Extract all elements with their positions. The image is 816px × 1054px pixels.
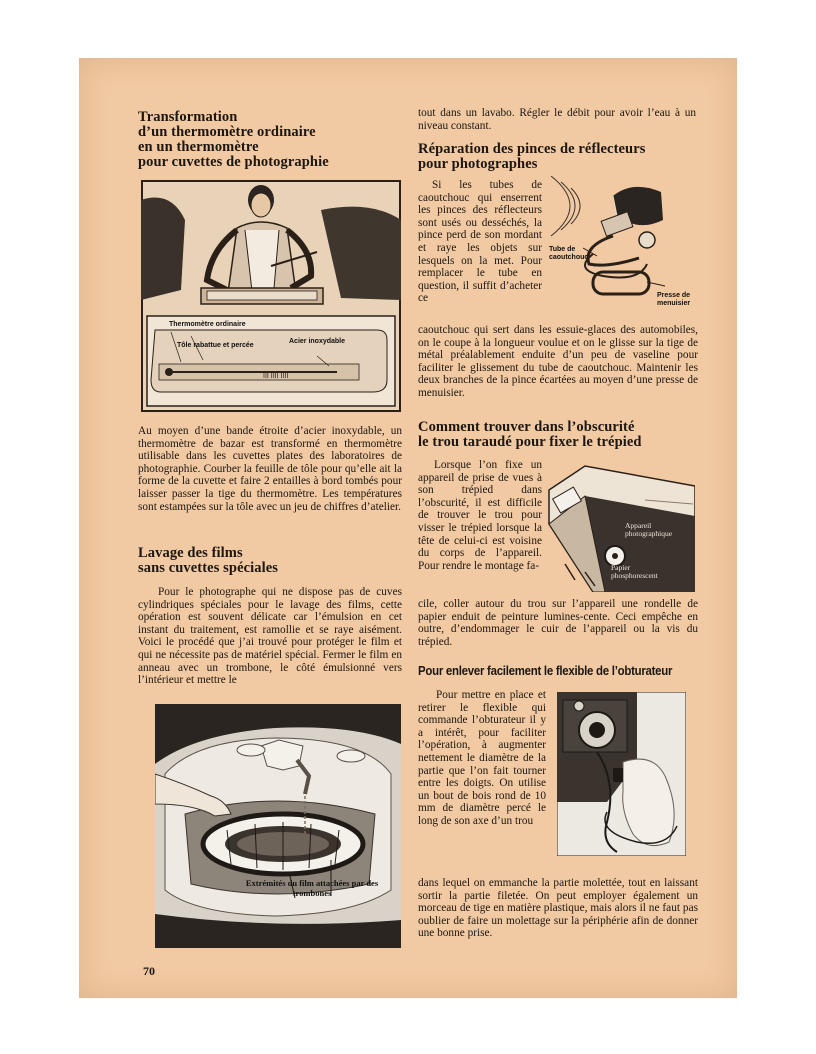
page-number: 70 [143,964,155,978]
label-thermometer: Thermomètre ordinaire [169,321,246,328]
shutter-cable-photo [557,692,686,856]
article-title-thermometer: Transformation d’un thermomètre ordinaire en un thermomètre pour cuvettes de photographie [138,109,329,170]
article-title-shutter-cable: Pour enlever facilement le flexible de l’obturateur [418,663,673,678]
svg-text:III IIII IIII: III IIII IIII [263,373,289,380]
article-body-tripod-hole-wrap: Lorsque l’on fixe un appareil de prise de vues à son trépied dans l’obscurité, il est difficile de trouver le trou pour visser le trépied lorsque la tête de celui-ci est voisine du corps de l’appareil. Pour rendre le montage fa- [418,459,542,572]
label-joiner-clamp: Presse de menuisier [657,292,691,307]
article-title-reflector-clamps: Réparation des pinces de réflecteurs pour photographes [418,141,646,172]
reflector-clamp-illustration [543,176,695,314]
label-steel: Acier inoxydable [289,338,346,345]
article-body-tripod-hole-full: cile, coller autour du trou sur l’appareil une rondelle de papier enduit de peinture lumines-cente. Ceci empêche en outre, d’endommager le cuir de l’appareil ou la vis du trépied. [418,598,698,648]
sink-illustration [155,704,401,948]
article-body-shutter-cable-full: dans lequel on emmanche la partie molettée, tout en laissant sortir la partie filetée. On peut employer également un morceau de tige en matière plastique, mais alors il ne faut pas oublier de faire un molettage sur la périphérie afin de donner une bonne prise. [418,877,698,940]
label-phosphor-paper: Papier phosphorescent [611,563,658,580]
thermometer-illustration [141,180,401,412]
article-body-thermometer: Au moyen d’une bande étroite d’acier inoxydable, un thermomètre de bazar est transformé en thermomètre utilisable dans les cuvettes plates des laboratoires de photographie. Courber la feuille de tôle pour qu’elle ait la forme de la cuvette et faire 2 entailles à bord tombés pour laisser passer la tige du thermomètre. Les températures sont estampées sur la tôle avec un jeu de chiffres d’atelier. [138,425,402,513]
article-body-shutter-cable-wrap: Pour mettre en place et retirer le flexible qui commande l’obturateur il y a intérêt, pour faciliter l’opération, à augmenter nettement le diamètre de la partie que l’on fait tourner entre les doigts. On utilise un bout de bois rond de 10 mm de diamètre percé le long de son axe d’un trou [418,689,546,827]
article-body-reflector-clamps-full: caoutchouc qui sert dans les essuie-glaces des automobiles, on le coupe à la longueur voulue et on le glisse sur la tige de métal préalablement enduite d’un peu de vaseline pour faciliter le glissement du tube de caoutchouc. Maintenir les deux branches de la pince écartées au moyen d’une presse de menuisier. [418,324,698,399]
magazine-page [79,58,737,998]
sink-caption: Extrémités du film attachées par des trombones [245,878,379,898]
article-body-film-washing: Pour le photographe qui ne dispose pas de cuves cylindriques spéciales pour le lavage des films, cette opération est souvent délicate car l’émulsion en cet instant du traitement, est ramollie et se raye aisément. Voici le procédé que j’ai trouvé pour protéger le film et qui ne nécessite pas de matériel spécial. Fermer le film en anneau avec un trombone, le côté émulsionné vers l’intérieur et mettre le [138,586,402,687]
article-title-tripod-hole: Comment trouver dans l’obscurité le trou taraudé pour fixer le trépied [418,419,642,450]
label-rubber-tube: Tube de caoutchouc [549,246,589,261]
label-sheet: Tôle rabattue et percée [177,342,254,349]
camera-tripod-illustration [545,460,695,592]
label-camera: Appareil photographique [625,521,673,538]
article-body-film-washing-continued: tout dans un lavabo. Régler le débit pour avoir l’eau à un niveau constant. [418,107,696,132]
article-body-reflector-clamps-wrap: Si les tubes de caoutchouc qui enserrent les pinces des réflecteurs sont usés ou desséchés, la pince perd de son mordant et raye les objets sur lesquels on la met. Pour remplacer le tube en question, il suffit d’acheter ce [418,179,542,305]
article-title-film-washing: Lavage des films sans cuvettes spéciales [138,545,279,576]
